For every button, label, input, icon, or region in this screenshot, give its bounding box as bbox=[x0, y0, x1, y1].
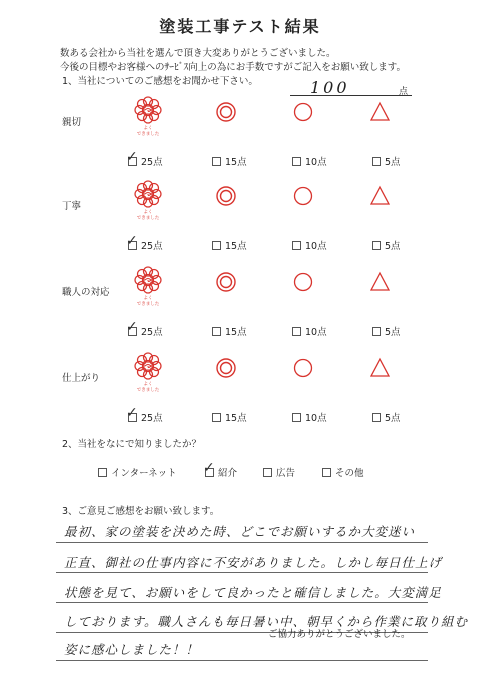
question-1-heading: 1、当社についてのご感想をお聞かせ下さい。 bbox=[62, 76, 258, 87]
checkbox[interactable] bbox=[292, 327, 301, 336]
source-option[interactable] bbox=[263, 465, 295, 479]
rating-symbols bbox=[210, 98, 400, 128]
rating-row-label: 仕上がり bbox=[62, 373, 101, 384]
check-mark-icon: ✓ bbox=[126, 319, 138, 335]
stamp-text-2: できました bbox=[136, 388, 160, 393]
option-label: 10点 bbox=[305, 327, 327, 338]
checkbox[interactable] bbox=[126, 149, 138, 166]
score-underline bbox=[290, 95, 412, 96]
comment-line-3: 状態を見て、お願いをして良かったと確信しました。大変満足 bbox=[64, 585, 442, 600]
rating-symbols bbox=[210, 268, 400, 298]
rating-row-label: 職人の対応 bbox=[62, 287, 110, 298]
stamp-text-2: できました bbox=[136, 302, 160, 307]
double-circle-icon bbox=[217, 187, 235, 205]
ruled-line bbox=[56, 660, 428, 661]
source-option[interactable] bbox=[98, 465, 177, 479]
option-label: 5点 bbox=[385, 157, 401, 168]
checkbox[interactable] bbox=[126, 319, 138, 336]
option-label: 15点 bbox=[225, 327, 247, 338]
checkbox[interactable] bbox=[292, 241, 301, 250]
option-label: 紹介 bbox=[218, 468, 238, 479]
option-label: その他 bbox=[335, 468, 364, 479]
rating-option[interactable] bbox=[126, 319, 163, 338]
option-label: 25点 bbox=[141, 413, 163, 424]
option-label: インターネット bbox=[111, 468, 177, 479]
stamp-text-1: よく bbox=[143, 210, 153, 215]
check-mark-icon: ✓ bbox=[203, 460, 215, 476]
rating-option[interactable] bbox=[126, 233, 163, 252]
checkbox[interactable] bbox=[372, 327, 381, 336]
thanks-text: ご協力ありがとうございました。 bbox=[268, 629, 411, 640]
option-label: 25点 bbox=[141, 327, 163, 338]
rating-option[interactable] bbox=[212, 238, 247, 252]
stamp-text-1: よく bbox=[143, 382, 153, 387]
source-option[interactable] bbox=[203, 460, 238, 479]
page-title: 塗装工事テスト結果 bbox=[159, 17, 321, 36]
stamp-text-1: よく bbox=[143, 126, 153, 131]
ruled-line bbox=[56, 542, 428, 543]
check-mark-icon: ✓ bbox=[126, 405, 138, 421]
option-label: 15点 bbox=[225, 413, 247, 424]
intro-line-1: 数ある会社から当社を選んで頂き大変ありがとうございました。 bbox=[60, 48, 336, 59]
option-label: 5点 bbox=[385, 413, 401, 424]
stamp-text-2: できました bbox=[136, 132, 160, 137]
rating-option[interactable] bbox=[292, 238, 327, 252]
rating-symbols bbox=[210, 354, 400, 384]
stamp-text-1: よく bbox=[143, 296, 153, 301]
rating-option[interactable] bbox=[292, 410, 327, 424]
checkbox[interactable] bbox=[126, 233, 138, 250]
comment-line-4: しております。職人さんも毎日暑い中、朝早くから作業に取り組む bbox=[64, 614, 469, 629]
rating-option[interactable] bbox=[372, 154, 401, 168]
circle-icon bbox=[295, 104, 312, 121]
circle-icon bbox=[295, 188, 312, 205]
checkbox[interactable] bbox=[292, 413, 301, 422]
rating-option[interactable] bbox=[126, 405, 163, 424]
total-score: 100 bbox=[310, 78, 350, 97]
flower-stamp-icon bbox=[132, 266, 164, 310]
option-label: 25点 bbox=[141, 157, 163, 168]
flower-stamp-icon bbox=[132, 352, 164, 396]
option-label: 10点 bbox=[305, 241, 327, 252]
checkbox[interactable] bbox=[372, 241, 381, 250]
triangle-icon bbox=[371, 273, 389, 290]
triangle-icon bbox=[371, 359, 389, 376]
double-circle-icon bbox=[217, 273, 235, 291]
checkbox[interactable] bbox=[212, 241, 221, 250]
comment-line-5: 姿に感心しました！！ bbox=[64, 642, 200, 657]
score-unit: 点 bbox=[399, 87, 409, 97]
circle-icon bbox=[295, 360, 312, 377]
intro-line-2: 今後の目標やお客様へのｻｰﾋﾞｽ向上の為にお手数ですがご記入をお願い致します。 bbox=[60, 62, 406, 73]
option-label: 10点 bbox=[305, 157, 327, 168]
checkbox[interactable] bbox=[322, 468, 331, 477]
checkbox[interactable] bbox=[372, 157, 381, 166]
question-3-heading: 3、ご意見ご感想をお願い致します。 bbox=[62, 506, 220, 517]
checkbox[interactable] bbox=[372, 413, 381, 422]
option-label: 広告 bbox=[276, 468, 296, 479]
option-label: 25点 bbox=[141, 241, 163, 252]
circle-icon bbox=[295, 274, 312, 291]
checkbox[interactable] bbox=[212, 157, 221, 166]
checkbox[interactable] bbox=[98, 468, 107, 477]
rating-option[interactable] bbox=[212, 324, 247, 338]
checkbox[interactable] bbox=[263, 468, 272, 477]
checkbox[interactable] bbox=[212, 413, 221, 422]
rating-option[interactable] bbox=[212, 410, 247, 424]
option-label: 15点 bbox=[225, 157, 247, 168]
ruled-line bbox=[56, 602, 428, 603]
option-label: 5点 bbox=[385, 241, 401, 252]
ruled-line bbox=[56, 572, 428, 573]
rating-option[interactable] bbox=[372, 410, 401, 424]
check-mark-icon: ✓ bbox=[126, 149, 138, 165]
option-label: 10点 bbox=[305, 413, 327, 424]
checkbox[interactable] bbox=[212, 327, 221, 336]
flower-stamp-icon bbox=[132, 180, 164, 224]
question-2-heading: 2、当社をなにで知りましたか？ bbox=[62, 439, 202, 450]
double-circle-icon bbox=[217, 103, 235, 121]
checkbox[interactable] bbox=[203, 460, 215, 477]
rating-row-label: 親切 bbox=[62, 117, 82, 128]
double-circle-icon bbox=[217, 359, 235, 377]
option-label: 5点 bbox=[385, 327, 401, 338]
check-mark-icon: ✓ bbox=[126, 233, 138, 249]
comment-line-2: 正直、御社の仕事内容に不安がありました。しかし毎日仕上げ bbox=[64, 555, 443, 570]
source-option[interactable] bbox=[322, 465, 364, 479]
rating-option[interactable] bbox=[372, 324, 401, 338]
option-label: 15点 bbox=[225, 241, 247, 252]
rating-symbols bbox=[210, 182, 400, 212]
rating-option[interactable] bbox=[292, 324, 327, 338]
comment-line-1: 最初、家の塗装を決めた時、どこでお願いするか大変迷い bbox=[64, 524, 416, 539]
rating-row-label: 丁寧 bbox=[62, 201, 82, 212]
flower-stamp-icon bbox=[132, 96, 164, 140]
rating-option[interactable] bbox=[372, 238, 401, 252]
triangle-icon bbox=[371, 103, 389, 120]
rating-option[interactable] bbox=[212, 154, 247, 168]
rating-option[interactable] bbox=[126, 149, 163, 168]
stamp-text-2: できました bbox=[136, 216, 160, 221]
triangle-icon bbox=[371, 187, 389, 204]
checkbox[interactable] bbox=[292, 157, 301, 166]
rating-option[interactable] bbox=[292, 154, 327, 168]
checkbox[interactable] bbox=[126, 405, 138, 422]
